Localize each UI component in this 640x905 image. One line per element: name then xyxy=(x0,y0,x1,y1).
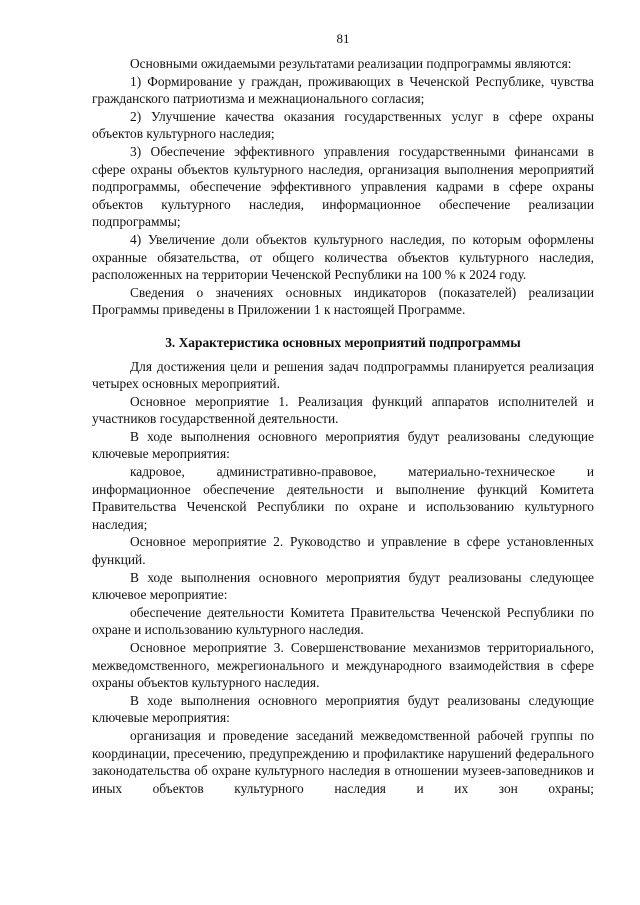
paragraph: 3) Обеспечение эффективного управления государственными финансами в сфере охраны объектов культурного наследия, организация выполнения мероприятий подпрограммы, обеспечение эффективного управления кадрами в сфере охраны объектов культурного наследия, информационное обеспечение реализации подпрограммы; xyxy=(92,143,594,230)
paragraph: В ходе выполнения основного мероприятия будут реализованы следующие ключевые мероприятия: xyxy=(92,428,594,462)
paragraph: 1) Формирование у граждан, проживающих в Чеченской Республике, чувства гражданского патриотизма и межнационального согласия; xyxy=(92,73,594,107)
paragraph: 2) Улучшение качества оказания государственных услуг в сфере охраны объектов культурного наследия; xyxy=(92,108,594,142)
paragraph: Сведения о значениях основных индикаторов (показателей) реализации Программы приведены в Приложении 1 к настоящей Программе. xyxy=(92,284,594,318)
paragraph: Основное мероприятие 3. Совершенствование механизмов территориального, межведомственного, межрегионального и международного взаимодействия в сфере охраны объектов культурного наследия. xyxy=(92,640,594,691)
paragraph: кадровое, административно-правовое, материально-техническое и информационное обеспечение деятельности и выполнение функций Комитета Правительства Чеченской Республики по охране и использованию культурного наследия; xyxy=(92,464,594,532)
paragraph: Основное мероприятие 1. Реализация функций аппаратов исполнителей и участников государственной деятельности. xyxy=(92,393,594,427)
paragraph: Основными ожидаемыми результатами реализации подпрограммы являются: xyxy=(130,56,572,71)
page-number: 81 xyxy=(336,31,350,46)
paragraph: В ходе выполнения основного мероприятия будут реализованы следующие ключевые мероприятия: xyxy=(92,692,594,726)
paragraph: 4) Увеличение доли объектов культурного наследия, по которым оформлены охранные обязательства, от общего количества объектов культурного наследия, расположенных на территории Чеченской Республики на 100 % к 2024 году. xyxy=(92,231,594,283)
paragraph: Основное мероприятие 2. Руководство и управление в сфере установленных функций. xyxy=(92,534,594,568)
paragraph: организация и проведение заседаний межведомственной рабочей группы по координации, пресечению, предупреждению и профилактике нарушений федерального законодательства об охране культурного наследия в отношении музеев-заповедников и иных объектов культурного наследия и их зон охраны; xyxy=(92,727,594,796)
section-heading: 3. Характеристика основных мероприятий подпрограммы xyxy=(165,334,521,350)
paragraph: обеспечение деятельности Комитета Правительства Чеченской Республики по охране и использованию культурного наследия. xyxy=(92,604,594,638)
document-page xyxy=(92,30,594,797)
paragraph: В ходе выполнения основного мероприятия будут реализованы следующее ключевое мероприятие: xyxy=(92,569,594,603)
paragraph: Для достижения цели и решения задач подпрограммы планируется реализация четырех основных мероприятий. xyxy=(92,358,594,392)
